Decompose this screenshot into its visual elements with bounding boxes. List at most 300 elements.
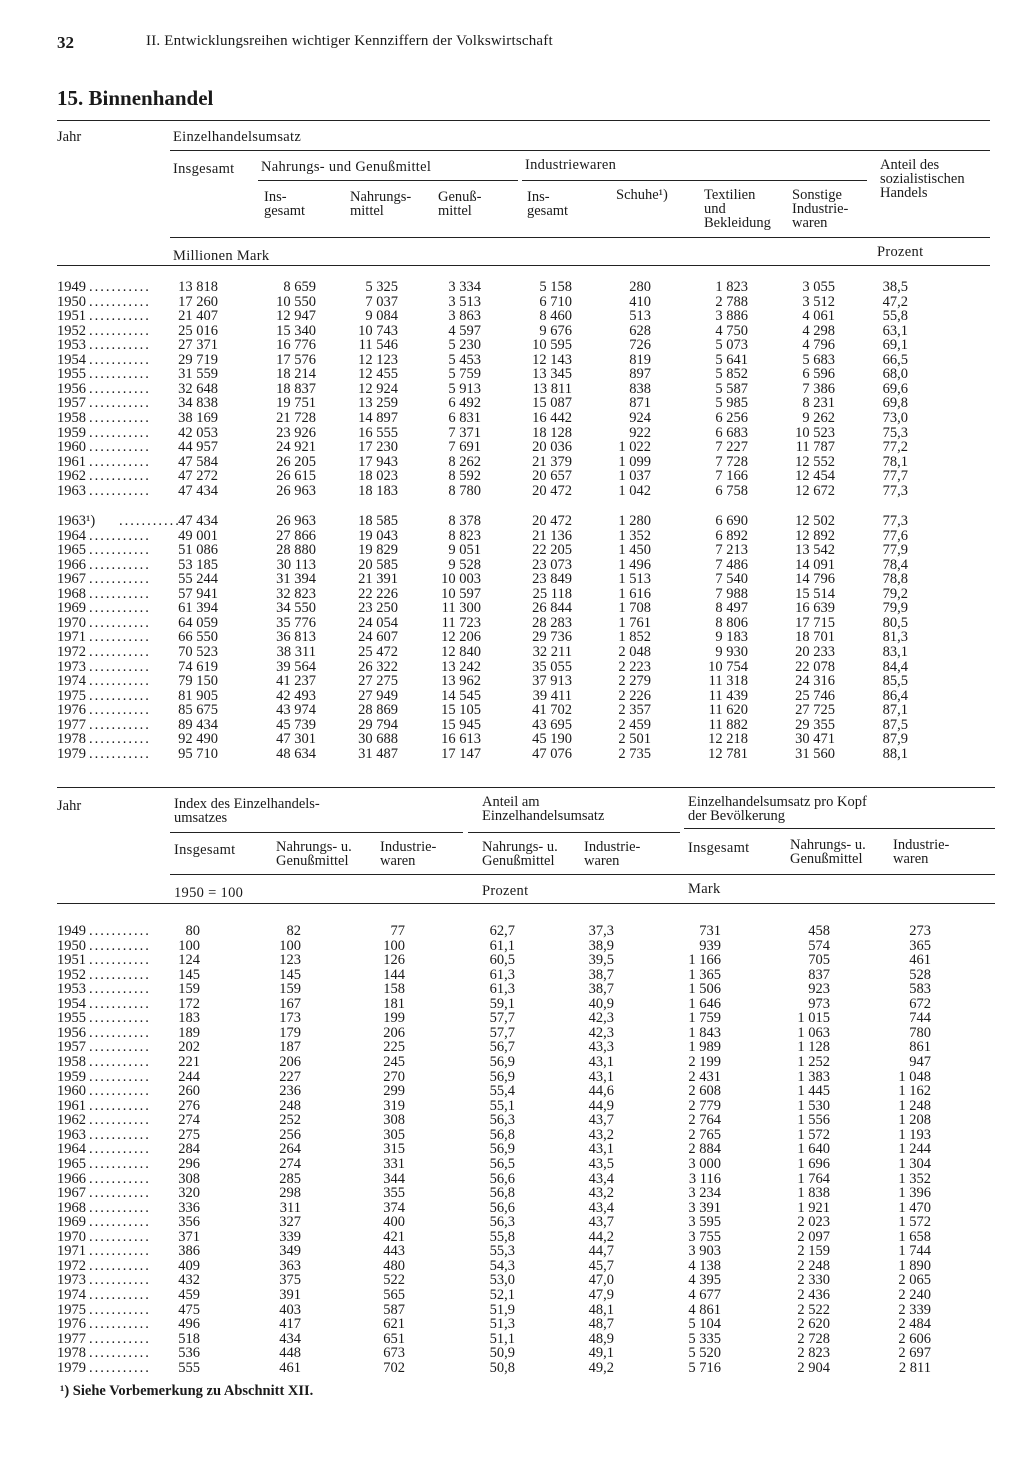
table-row: [57, 703, 997, 718]
leader-dots: ...........: [89, 395, 151, 412]
year-cell: 1977: [57, 716, 86, 733]
table-cell: 10 743: [358, 322, 398, 339]
table-cell: 2 779: [688, 1097, 721, 1114]
table-row: [57, 982, 997, 997]
table1-col-luxury: Genuß- mittel: [438, 189, 482, 219]
table-cell: 244: [178, 1068, 200, 1085]
leader-dots: ...........: [89, 1301, 151, 1318]
table-cell: 3 234: [688, 1185, 721, 1202]
year-cell: 1968: [57, 585, 86, 602]
leader-dots: ...........: [89, 1228, 151, 1245]
table-cell: 47,0: [588, 1272, 614, 1289]
table-row: [57, 1157, 997, 1172]
leader-dots: ...........: [89, 1359, 151, 1376]
table-cell: 43,3: [588, 1039, 614, 1056]
table-cell: 47 584: [178, 453, 218, 470]
table-cell: 1 556: [797, 1112, 830, 1129]
table-cell: 159: [279, 981, 301, 998]
table-cell: 87,5: [882, 716, 908, 733]
table-cell: 24 607: [358, 629, 398, 646]
table-cell: 285: [279, 1170, 301, 1187]
year-cell: 1965: [57, 542, 86, 559]
table-cell: 1 890: [898, 1257, 931, 1274]
table-cell: 60,5: [489, 952, 515, 969]
table-cell: 8 823: [448, 527, 481, 544]
table-row: [57, 1215, 997, 1230]
table-cell: 1 744: [898, 1243, 931, 1260]
table-cell: 4 677: [688, 1287, 721, 1303]
table-cell: 44,9: [588, 1097, 614, 1114]
table-cell: 11 318: [708, 673, 748, 690]
table-cell: 26 963: [276, 513, 316, 529]
table-row: [57, 426, 997, 441]
year-cell: 1977: [57, 1330, 86, 1347]
table-cell: 2 339: [898, 1301, 931, 1318]
table-cell: 3 334: [448, 279, 481, 295]
table-cell: 100: [178, 937, 200, 954]
table-cell: 78,4: [882, 556, 908, 573]
table-cell: 7 691: [448, 439, 481, 456]
year-cell: 1953: [57, 981, 86, 998]
table2-rule-index: [170, 832, 463, 833]
year-cell: 1959: [57, 424, 86, 441]
table-cell: 27 275: [358, 673, 398, 690]
table-cell: 621: [383, 1316, 405, 1333]
table-cell: 8 497: [715, 600, 748, 617]
table-cell: 8 460: [539, 308, 572, 325]
year-cell: 1965: [57, 1155, 86, 1172]
table-cell: 48 634: [276, 745, 316, 762]
table-cell: 17 260: [178, 293, 218, 310]
table-cell: 167: [279, 995, 301, 1012]
table-cell: 27 725: [795, 702, 835, 719]
table-row: [57, 587, 997, 602]
table-cell: 1 761: [618, 614, 651, 631]
table-cell: 308: [383, 1112, 405, 1129]
table-cell: 187: [279, 1039, 301, 1056]
table-row: [57, 1332, 997, 1347]
leader-dots: ...........: [89, 716, 151, 733]
table-cell: 9 051: [448, 542, 481, 559]
table-row: [57, 1099, 997, 1114]
table-cell: 837: [808, 966, 830, 983]
table-cell: 20 472: [532, 482, 572, 499]
table-cell: 5 683: [802, 351, 835, 368]
table-cell: 236: [279, 1083, 301, 1100]
year-cell: 1971: [57, 629, 86, 646]
table-cell: 21 391: [358, 571, 398, 588]
table2-top-rule: [57, 787, 995, 788]
table-cell: 31 560: [795, 745, 835, 762]
leader-dots: ...........: [89, 952, 151, 969]
table-cell: 2 065: [898, 1272, 931, 1289]
table-cell: 311: [279, 1199, 301, 1216]
table-cell: 726: [629, 337, 651, 354]
leader-dots: ...........: [89, 644, 151, 661]
leader-dots: ...........: [89, 1112, 151, 1129]
year-cell: 1953: [57, 337, 86, 354]
leader-dots: ...........: [89, 556, 151, 573]
table-cell: 7 540: [715, 571, 748, 588]
table-cell: 5 716: [688, 1359, 721, 1376]
table-cell: 43,2: [588, 1185, 614, 1202]
table-cell: 2 097: [797, 1228, 830, 1245]
table-cell: 374: [383, 1199, 405, 1216]
table-cell: 79 150: [178, 673, 218, 690]
table-cell: 18 023: [358, 468, 398, 485]
table-row: [57, 997, 997, 1012]
table-cell: 1 445: [797, 1083, 830, 1100]
table-cell: 15 945: [441, 716, 481, 733]
table-cell: 339: [279, 1228, 301, 1245]
year-cell: 1978: [57, 1345, 86, 1362]
table-row: [57, 689, 997, 704]
table2-col-idx-food: Nahrungs- u. Genußmittel: [276, 839, 352, 869]
table-cell: 13 818: [178, 279, 218, 295]
table-cell: 315: [383, 1141, 405, 1158]
table-cell: 83,1: [882, 644, 908, 661]
year-cell: 1968: [57, 1199, 86, 1216]
table-cell: 12 892: [795, 527, 835, 544]
table1-unit-main: Millionen Mark: [173, 248, 270, 264]
table-cell: 11 882: [708, 716, 748, 733]
table-cell: 24 921: [276, 439, 316, 456]
table-cell: 2 436: [797, 1287, 830, 1303]
table-cell: 9 262: [802, 410, 835, 427]
leader-dots: ...........: [89, 1185, 151, 1202]
table-cell: 31 394: [276, 571, 316, 588]
table-cell: 947: [909, 1054, 931, 1071]
table-cell: 27 371: [178, 337, 218, 354]
table-cell: 2 501: [618, 731, 651, 748]
table2-col-sh-ind: Industrie- waren: [584, 839, 641, 869]
table2-rule-share: [468, 832, 680, 833]
table-cell: 2 697: [898, 1345, 931, 1362]
table2-unit-percap: Mark: [688, 881, 721, 897]
table-cell: 206: [383, 1024, 405, 1041]
table-cell: 5 852: [715, 366, 748, 383]
table-cell: 53 185: [178, 556, 218, 573]
table-cell: 673: [383, 1345, 405, 1362]
table-cell: 5 759: [448, 366, 481, 383]
table-row: [57, 630, 997, 645]
table-cell: 3 595: [688, 1214, 721, 1231]
table-cell: 9 676: [539, 322, 572, 339]
table-cell: 12 454: [795, 468, 835, 485]
table1-rule-main: [170, 150, 990, 151]
table-cell: 100: [383, 937, 405, 954]
table-cell: 2 226: [618, 687, 651, 704]
table-cell: 2 459: [618, 716, 651, 733]
table-cell: 55,8: [489, 1228, 515, 1245]
table-cell: 12 840: [441, 644, 481, 661]
table-cell: 43,7: [588, 1112, 614, 1129]
table-row: [57, 1113, 997, 1128]
table-cell: 4 861: [688, 1301, 721, 1318]
table-cell: 1 352: [898, 1170, 931, 1187]
table-cell: 45,7: [588, 1257, 614, 1274]
year-cell: 1967: [57, 571, 86, 588]
table-cell: 480: [383, 1257, 405, 1274]
table-cell: 2 765: [688, 1126, 721, 1143]
leader-dots: ...........: [89, 1214, 151, 1231]
table-cell: 409: [178, 1257, 200, 1274]
leader-dots: ...........: [89, 322, 151, 339]
leader-dots: ...........: [89, 308, 151, 325]
table-cell: 2 764: [688, 1112, 721, 1129]
table-cell: 443: [383, 1243, 405, 1260]
table-cell: 19 751: [276, 395, 316, 412]
table-row: [57, 295, 997, 310]
table-cell: 95 710: [178, 745, 218, 762]
table-cell: 536: [178, 1345, 200, 1362]
table-cell: 27 949: [358, 687, 398, 704]
table-cell: 2 811: [898, 1359, 931, 1376]
table2-unit-share: Prozent: [482, 883, 529, 899]
table-cell: 13 242: [441, 658, 481, 675]
table-cell: 1 244: [898, 1141, 931, 1158]
year-cell: 1970: [57, 1228, 86, 1245]
table-cell: 49 001: [178, 527, 218, 544]
table-cell: 202: [178, 1039, 200, 1056]
year-cell: 1954: [57, 995, 86, 1012]
table-row: [57, 469, 997, 484]
table2-group-index: Index des Einzelhandels- umsatzes: [174, 796, 320, 826]
table-row: [57, 1186, 997, 1201]
year-cell: 1966: [57, 556, 86, 573]
table-row: [57, 1084, 997, 1099]
table-cell: 5 587: [715, 380, 748, 397]
table-cell: 256: [279, 1126, 301, 1143]
table-cell: 5 913: [448, 380, 481, 397]
table2-rule-percap: [684, 828, 995, 829]
year-cell: 1951: [57, 952, 86, 969]
table-cell: 12 455: [358, 366, 398, 383]
year-cell: 1958: [57, 1054, 86, 1071]
table-cell: 221: [178, 1054, 200, 1071]
year-cell: 1979: [57, 1359, 86, 1376]
table-cell: 47 076: [532, 745, 572, 762]
table-cell: 57 941: [178, 585, 218, 602]
table-cell: 275: [178, 1126, 200, 1143]
table-row: [57, 616, 997, 631]
year-cell: 1976: [57, 1316, 86, 1333]
table-cell: 22 226: [358, 585, 398, 602]
table-cell: 42,3: [588, 1010, 614, 1027]
table-cell: 403: [279, 1301, 301, 1318]
table-row: [57, 309, 997, 324]
table-cell: 2 023: [797, 1214, 830, 1231]
leader-dots: ...........: [89, 1126, 151, 1143]
table1-col-food: Nahrungs- mittel: [350, 189, 412, 219]
table-cell: 38,7: [588, 981, 614, 998]
table1-col-year: Jahr: [57, 129, 82, 145]
table-cell: 461: [909, 952, 931, 969]
table-cell: 43 974: [276, 702, 316, 719]
table2-col-idx-ind: Industrie- waren: [380, 839, 437, 869]
year-cell: 1949: [57, 923, 86, 939]
table-cell: 5 520: [688, 1345, 721, 1362]
table-cell: 47 434: [178, 482, 218, 499]
leader-dots: ...........: [89, 380, 151, 397]
table-cell: 126: [383, 952, 405, 969]
table-cell: 20 036: [532, 439, 572, 456]
year-cell: 1973: [57, 658, 86, 675]
leader-dots: ...........: [89, 981, 151, 998]
table-cell: 1 572: [797, 1126, 830, 1143]
table-cell: 17 576: [276, 351, 316, 368]
year-cell: 1951: [57, 308, 86, 325]
leader-dots: ...........: [89, 410, 151, 427]
leader-dots: ...........: [89, 1272, 151, 1289]
table-cell: 74 619: [178, 658, 218, 675]
table-cell: 22 205: [532, 542, 572, 559]
table-row: [57, 1055, 997, 1070]
section-title: 15. Binnenhandel: [57, 86, 214, 110]
table-cell: 20 585: [358, 556, 398, 573]
table-cell: 11 787: [795, 439, 835, 456]
table-cell: 780: [909, 1024, 931, 1041]
table-cell: 227: [279, 1068, 301, 1085]
table-cell: 1 037: [618, 468, 651, 485]
table-cell: 1 208: [898, 1112, 931, 1129]
table-cell: 260: [178, 1083, 200, 1100]
table-cell: 1 852: [618, 629, 651, 646]
table-cell: 8 659: [283, 279, 316, 295]
table-cell: 2 904: [797, 1359, 830, 1376]
table-cell: 7 213: [715, 542, 748, 559]
table-cell: 2 522: [797, 1301, 830, 1318]
table-cell: 3 055: [802, 279, 835, 295]
table-cell: 35 776: [276, 614, 316, 631]
table-cell: 172: [178, 995, 200, 1012]
table-cell: 20 657: [532, 468, 572, 485]
table-cell: 496: [178, 1316, 200, 1333]
table-cell: 2 279: [618, 673, 651, 690]
table-cell: 56,8: [489, 1185, 515, 1202]
table-cell: 43,1: [588, 1054, 614, 1071]
table-cell: 61,3: [489, 981, 515, 998]
table-cell: 12 552: [795, 453, 835, 470]
leader-dots: ...........: [89, 1330, 151, 1347]
table-row: [57, 1303, 997, 1318]
table-cell: 173: [279, 1010, 301, 1027]
table-cell: 9 528: [448, 556, 481, 573]
table-cell: 68,0: [882, 366, 908, 383]
table-row: [57, 1273, 997, 1288]
table-cell: 1 764: [797, 1170, 830, 1187]
table-row: [57, 747, 997, 762]
table-cell: 434: [279, 1330, 301, 1347]
table-cell: 31 487: [358, 745, 398, 762]
table-cell: 43,5: [588, 1155, 614, 1172]
table-cell: 56,5: [489, 1155, 515, 1172]
table-cell: 1 280: [618, 513, 651, 529]
table-cell: 79,9: [882, 600, 908, 617]
table-cell: 77,3: [882, 513, 908, 529]
year-cell: 1961: [57, 453, 86, 470]
table-cell: 3 512: [802, 293, 835, 310]
table-cell: 29 794: [358, 716, 398, 733]
table-cell: 12 143: [532, 351, 572, 368]
table-cell: 1 989: [688, 1039, 721, 1056]
leader-dots: ...........: [89, 731, 151, 748]
table-cell: 459: [178, 1287, 200, 1303]
table-cell: 20 233: [795, 644, 835, 661]
table-cell: 10 550: [276, 293, 316, 310]
table-cell: 651: [383, 1330, 405, 1347]
table-cell: 3 116: [688, 1170, 721, 1187]
year-cell: 1957: [57, 1039, 86, 1056]
table-cell: 56,3: [489, 1112, 515, 1129]
table-cell: 18 128: [532, 424, 572, 441]
table-cell: 16 613: [441, 731, 481, 748]
table-cell: 1 759: [688, 1010, 721, 1027]
table-cell: 1 383: [797, 1068, 830, 1085]
table-cell: 5 230: [448, 337, 481, 354]
table2-col-idx-total: Insgesamt: [174, 842, 236, 858]
table-cell: 70 523: [178, 644, 218, 661]
table-cell: 19 829: [358, 542, 398, 559]
table-cell: 1 042: [618, 482, 651, 499]
table-cell: 973: [808, 995, 830, 1012]
leader-dots: ...........: [89, 1199, 151, 1216]
table-cell: 34 550: [276, 600, 316, 617]
table-cell: 17 943: [358, 453, 398, 470]
table-cell: 432: [178, 1272, 200, 1289]
table-cell: 47 272: [178, 468, 218, 485]
year-cell: 1956: [57, 1024, 86, 1041]
table-cell: 2 620: [797, 1316, 830, 1333]
table-cell: 7 988: [715, 585, 748, 602]
table-cell: 12 502: [795, 513, 835, 529]
year-cell: 1969: [57, 600, 86, 617]
table-cell: 574: [808, 937, 830, 954]
table-cell: 66 550: [178, 629, 218, 646]
table-row: [57, 1244, 997, 1259]
table2-group-share: Anteil am Einzelhandelsumsatz: [482, 794, 605, 824]
table-row: [57, 558, 997, 573]
leader-dots: ...........: [89, 629, 151, 646]
table2-body-rule: [57, 903, 995, 904]
table-cell: 1 450: [618, 542, 651, 559]
table-cell: 124: [178, 952, 200, 969]
table-cell: 838: [629, 380, 651, 397]
table-cell: 13 811: [532, 380, 572, 397]
table-cell: 79,2: [882, 585, 908, 602]
table-row: [57, 324, 997, 339]
leader-dots: ...........: [89, 1257, 151, 1274]
table-cell: 28 880: [276, 542, 316, 559]
table-cell: 38 311: [276, 644, 316, 661]
table-row: [57, 601, 997, 616]
leader-dots: ...........: [89, 482, 151, 499]
table-cell: 47 434: [178, 513, 218, 529]
table-cell: 41 702: [532, 702, 572, 719]
table-cell: 9 930: [715, 644, 748, 661]
table-cell: 672: [909, 995, 931, 1012]
table-cell: 871: [629, 395, 651, 412]
table-cell: 61,1: [489, 937, 515, 954]
table-cell: 35 055: [532, 658, 572, 675]
table-cell: 555: [178, 1359, 200, 1376]
table-cell: 3 000: [688, 1155, 721, 1172]
table1-rule-units: [170, 237, 990, 238]
year-cell: 1952: [57, 966, 86, 983]
table-cell: 528: [909, 966, 931, 983]
year-cell: 1955: [57, 1010, 86, 1027]
table-row: [57, 1288, 997, 1303]
